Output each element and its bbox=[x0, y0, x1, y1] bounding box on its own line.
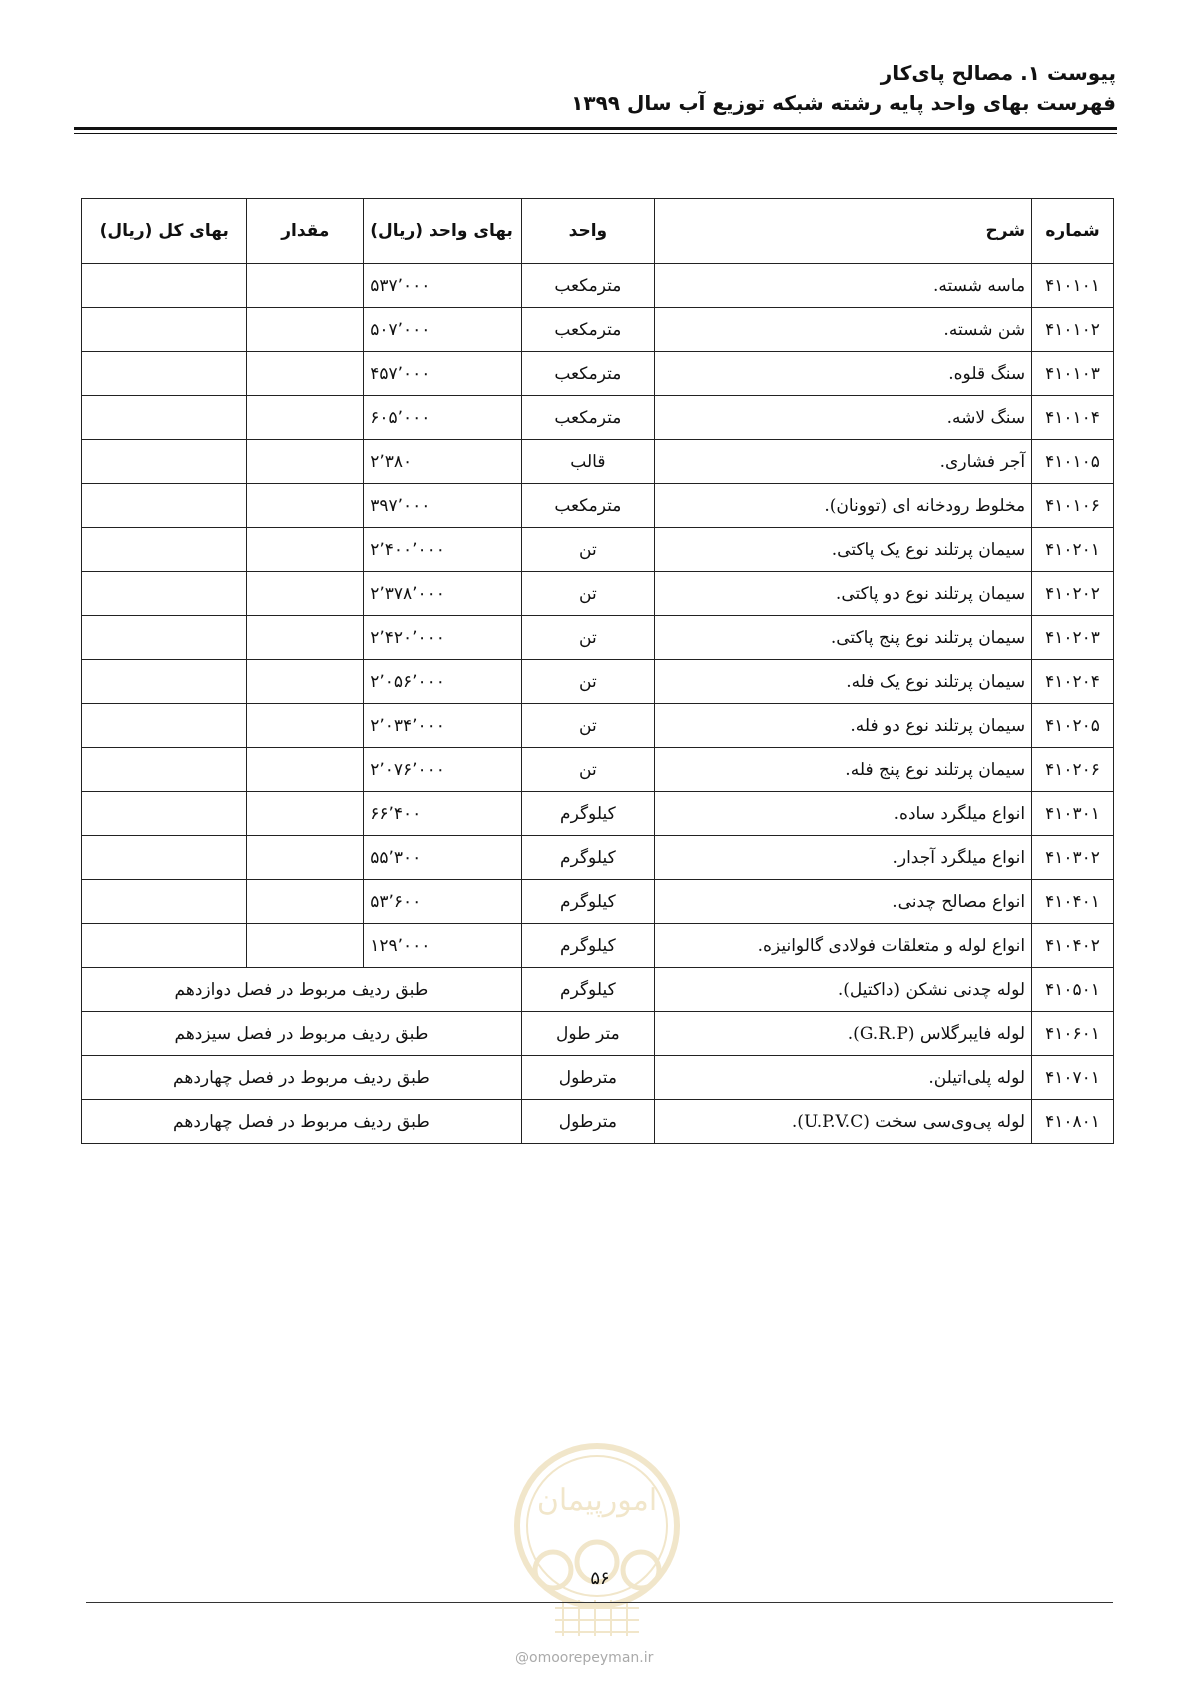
row-unit: کیلوگرم bbox=[521, 792, 654, 836]
row-code: ۴۱۰۱۰۵ bbox=[1032, 440, 1114, 484]
row-quantity bbox=[247, 396, 364, 440]
table-row bbox=[82, 836, 1114, 880]
header-rule-thick bbox=[74, 127, 1117, 130]
row-description: سیمان پرتلند نوع دو پاکتی. bbox=[654, 572, 1031, 616]
table-row bbox=[82, 308, 1114, 352]
row-unit: مترمکعب bbox=[521, 396, 654, 440]
row-unit: مترطول bbox=[521, 1056, 654, 1100]
row-total-price bbox=[82, 528, 247, 572]
table-row-reference bbox=[82, 1056, 1114, 1100]
row-code: ۴۱۰۱۰۳ bbox=[1032, 352, 1114, 396]
document-subtitle: فهرست بهای واحد پایه رشته شبکه توزیع آب سال ۱۳۹۹ bbox=[571, 91, 1116, 115]
row-code: ۴۱۰۲۰۲ bbox=[1032, 572, 1114, 616]
row-code: ۴۱۰۳۰۱ bbox=[1032, 792, 1114, 836]
row-reference-note: طبق ردیف مربوط در فصل دوازدهم bbox=[82, 968, 522, 1012]
row-unit-price: ۵۵٬۳۰۰ bbox=[364, 836, 522, 880]
row-description: ماسه شسته. bbox=[654, 264, 1031, 308]
row-unit: تن bbox=[521, 748, 654, 792]
row-total-price bbox=[82, 396, 247, 440]
footer-rule bbox=[86, 1602, 1113, 1603]
row-unit-price: ۲٬۰۳۴٬۰۰۰ bbox=[364, 704, 522, 748]
header-rule-thin bbox=[74, 133, 1117, 134]
column-header-unit-price: بهای واحد (ریال) bbox=[364, 199, 522, 264]
row-unit: تن bbox=[521, 528, 654, 572]
table-row-reference bbox=[82, 1100, 1114, 1144]
row-description: سیمان پرتلند نوع یک پاکتی. bbox=[654, 528, 1031, 572]
row-unit: کیلوگرم bbox=[521, 836, 654, 880]
row-quantity bbox=[247, 748, 364, 792]
row-unit: مترمکعب bbox=[521, 264, 654, 308]
row-unit-price: ۱۲۹٬۰۰۰ bbox=[364, 924, 522, 968]
row-unit-price: ۴۵۷٬۰۰۰ bbox=[364, 352, 522, 396]
row-description: شن شسته. bbox=[654, 308, 1031, 352]
table-row bbox=[82, 880, 1114, 924]
row-quantity bbox=[247, 572, 364, 616]
row-total-price bbox=[82, 308, 247, 352]
row-quantity bbox=[247, 528, 364, 572]
row-quantity bbox=[247, 484, 364, 528]
row-description: سنگ قلوه. bbox=[654, 352, 1031, 396]
row-unit-price: ۶۶٬۴۰۰ bbox=[364, 792, 522, 836]
row-reference-note: طبق ردیف مربوط در فصل سیزدهم bbox=[82, 1012, 522, 1056]
appendix-title: پیوست ۱. مصالح پای‌کار bbox=[880, 61, 1116, 85]
row-code: ۴۱۰۷۰۱ bbox=[1032, 1056, 1114, 1100]
row-total-price bbox=[82, 704, 247, 748]
page-number: ۵۶ bbox=[590, 1568, 610, 1589]
table-row bbox=[82, 484, 1114, 528]
row-code: ۴۱۰۱۰۶ bbox=[1032, 484, 1114, 528]
table-row-reference bbox=[82, 1012, 1114, 1056]
row-unit-price: ۶۰۵٬۰۰۰ bbox=[364, 396, 522, 440]
row-unit: مترطول bbox=[521, 1100, 654, 1144]
row-description: انواع لوله و متعلقات فولادی گالوانیزه. bbox=[654, 924, 1031, 968]
row-unit-price: ۲٬۴۰۰٬۰۰۰ bbox=[364, 528, 522, 572]
table-row-reference bbox=[82, 968, 1114, 1012]
row-code: ۴۱۰۱۰۲ bbox=[1032, 308, 1114, 352]
row-unit: کیلوگرم bbox=[521, 924, 654, 968]
row-total-price bbox=[82, 748, 247, 792]
row-quantity bbox=[247, 704, 364, 748]
table-row bbox=[82, 396, 1114, 440]
table-row bbox=[82, 264, 1114, 308]
row-total-price bbox=[82, 264, 247, 308]
row-code: ۴۱۰۸۰۱ bbox=[1032, 1100, 1114, 1144]
row-description: سیمان پرتلند نوع پنج فله. bbox=[654, 748, 1031, 792]
row-description: سنگ لاشه. bbox=[654, 396, 1031, 440]
row-quantity bbox=[247, 880, 364, 924]
row-unit: قالب bbox=[521, 440, 654, 484]
row-quantity bbox=[247, 352, 364, 396]
omoorepeyman-logo-watermark bbox=[503, 1440, 691, 1640]
row-total-price bbox=[82, 616, 247, 660]
row-quantity bbox=[247, 264, 364, 308]
row-description: سیمان پرتلند نوع دو فله. bbox=[654, 704, 1031, 748]
row-unit: مترمکعب bbox=[521, 352, 654, 396]
column-header-code: شماره bbox=[1032, 199, 1114, 264]
row-description: انواع میلگرد آجدار. bbox=[654, 836, 1031, 880]
table-row bbox=[82, 616, 1114, 660]
row-quantity bbox=[247, 660, 364, 704]
price-list-table bbox=[81, 198, 1114, 1144]
row-total-price bbox=[82, 352, 247, 396]
column-header-quantity: مقدار bbox=[247, 199, 364, 264]
row-quantity bbox=[247, 836, 364, 880]
row-reference-note: طبق ردیف مربوط در فصل چهاردهم bbox=[82, 1056, 522, 1100]
row-quantity bbox=[247, 924, 364, 968]
row-unit-price: ۲٬۳۷۸٬۰۰۰ bbox=[364, 572, 522, 616]
row-unit-price: ۵۳٬۶۰۰ bbox=[364, 880, 522, 924]
table-row bbox=[82, 924, 1114, 968]
website-watermark: @omoorepeyman.ir bbox=[515, 1650, 654, 1666]
column-header-total-price: بهای کل (ریال) bbox=[82, 199, 247, 264]
row-description: لوله پلی‌اتیلن. bbox=[654, 1056, 1031, 1100]
row-unit: تن bbox=[521, 572, 654, 616]
row-description: لوله فایبرگلاس (G.R.P). bbox=[654, 1012, 1031, 1056]
row-description: آجر فشاری. bbox=[654, 440, 1031, 484]
row-description: انواع میلگرد ساده. bbox=[654, 792, 1031, 836]
table-row bbox=[82, 704, 1114, 748]
row-unit-price: ۲٬۳۸۰ bbox=[364, 440, 522, 484]
row-code: ۴۱۰۴۰۱ bbox=[1032, 880, 1114, 924]
column-header-description: شرح bbox=[654, 199, 1031, 264]
table-row bbox=[82, 748, 1114, 792]
row-total-price bbox=[82, 836, 247, 880]
row-quantity bbox=[247, 792, 364, 836]
row-code: ۴۱۰۶۰۱ bbox=[1032, 1012, 1114, 1056]
row-unit-price: ۲٬۰۵۶٬۰۰۰ bbox=[364, 660, 522, 704]
row-total-price bbox=[82, 484, 247, 528]
table-row bbox=[82, 528, 1114, 572]
row-code: ۴۱۰۵۰۱ bbox=[1032, 968, 1114, 1012]
row-code: ۴۱۰۲۰۳ bbox=[1032, 616, 1114, 660]
row-code: ۴۱۰۲۰۵ bbox=[1032, 704, 1114, 748]
row-unit: کیلوگرم bbox=[521, 880, 654, 924]
row-unit: کیلوگرم bbox=[521, 968, 654, 1012]
row-description: لوله چدنی نشکن (داکتیل). bbox=[654, 968, 1031, 1012]
row-unit-price: ۲٬۰۷۶٬۰۰۰ bbox=[364, 748, 522, 792]
table-row bbox=[82, 440, 1114, 484]
row-total-price bbox=[82, 924, 247, 968]
row-unit: مترمکعب bbox=[521, 484, 654, 528]
row-unit: تن bbox=[521, 660, 654, 704]
column-header-unit: واحد bbox=[521, 199, 654, 264]
row-code: ۴۱۰۱۰۱ bbox=[1032, 264, 1114, 308]
row-total-price bbox=[82, 792, 247, 836]
row-description: مخلوط رودخانه ای (توونان). bbox=[654, 484, 1031, 528]
row-code: ۴۱۰۴۰۲ bbox=[1032, 924, 1114, 968]
table-row bbox=[82, 792, 1114, 836]
row-unit-price: ۵۳۷٬۰۰۰ bbox=[364, 264, 522, 308]
row-code: ۴۱۰۳۰۲ bbox=[1032, 836, 1114, 880]
row-description: سیمان پرتلند نوع یک فله. bbox=[654, 660, 1031, 704]
row-code: ۴۱۰۲۰۴ bbox=[1032, 660, 1114, 704]
row-description: انواع مصالح چدنی. bbox=[654, 880, 1031, 924]
row-description: لوله پی‌وی‌سی سخت (U.P.V.C). bbox=[654, 1100, 1031, 1144]
row-code: ۴۱۰۲۰۶ bbox=[1032, 748, 1114, 792]
row-total-price bbox=[82, 440, 247, 484]
page-header bbox=[75, 58, 1116, 118]
row-total-price bbox=[82, 880, 247, 924]
row-quantity bbox=[247, 440, 364, 484]
row-quantity bbox=[247, 616, 364, 660]
row-unit: مترمکعب bbox=[521, 308, 654, 352]
row-unit: تن bbox=[521, 704, 654, 748]
row-unit-price: ۵۰۷٬۰۰۰ bbox=[364, 308, 522, 352]
row-description: سیمان پرتلند نوع پنج پاکتی. bbox=[654, 616, 1031, 660]
row-reference-note: طبق ردیف مربوط در فصل چهاردهم bbox=[82, 1100, 522, 1144]
row-code: ۴۱۰۲۰۱ bbox=[1032, 528, 1114, 572]
table-row bbox=[82, 660, 1114, 704]
row-unit-price: ۲٬۴۲۰٬۰۰۰ bbox=[364, 616, 522, 660]
row-unit: تن bbox=[521, 616, 654, 660]
row-unit-price: ۳۹۷٬۰۰۰ bbox=[364, 484, 522, 528]
row-total-price bbox=[82, 572, 247, 616]
row-quantity bbox=[247, 308, 364, 352]
row-code: ۴۱۰۱۰۴ bbox=[1032, 396, 1114, 440]
row-total-price bbox=[82, 660, 247, 704]
row-unit: متر طول bbox=[521, 1012, 654, 1056]
table-header-row bbox=[82, 199, 1114, 264]
table-row bbox=[82, 352, 1114, 396]
table-row bbox=[82, 572, 1114, 616]
watermark-logo-text: امورپیمان bbox=[536, 1483, 658, 1518]
